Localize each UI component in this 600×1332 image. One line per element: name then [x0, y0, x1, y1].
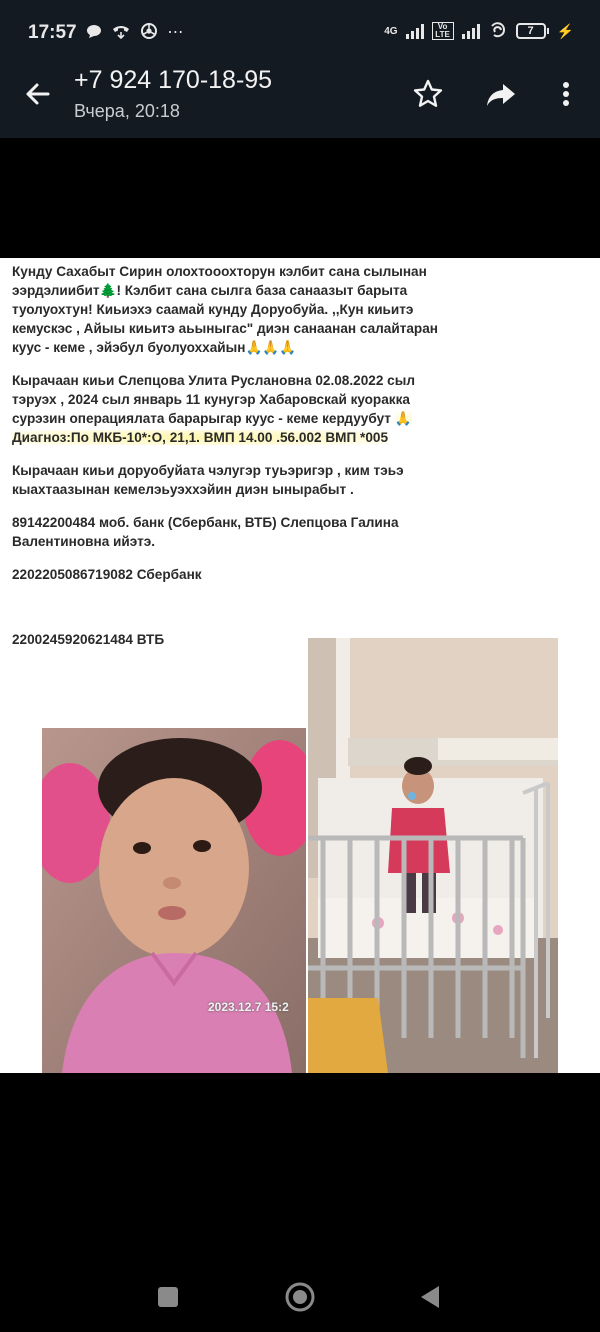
post-paragraph-phone: 89142200484 моб. банк (Сбербанк, ВТБ) Слепцова Галина Валентиновна ийэтэ. [12, 515, 399, 549]
call-icon [112, 23, 130, 39]
more-dots-icon: ⋯ [167, 24, 190, 41]
back-button[interactable] [18, 74, 58, 114]
back-nav-button[interactable] [414, 1280, 448, 1314]
card-number-sber: 2202205086719082 Сбербанк [12, 567, 202, 582]
charging-icon: ⚡ [556, 22, 574, 39]
post-text [12, 262, 452, 663]
forward-icon [483, 76, 519, 112]
card-number-vtb: 2200245920621484 ВТБ [12, 632, 165, 647]
network-type-label: 4G [384, 25, 398, 37]
battery-icon [516, 23, 549, 39]
contact-title: +7 924 170-18-95 [74, 66, 273, 94]
back-arrow-icon [18, 74, 58, 114]
home-circle-icon [283, 1280, 317, 1314]
star-icon [410, 76, 446, 112]
post-paragraph-greeting: Кунду Сахабыт Сирин олохтооохторун кэлбит сана сылынан ээрдэлиибит🌲! Кэлбит сана сылга база санаазыт барыта туолуохтун! Киьиэхэ саамай кунду Доруобуйа. ,,Кун киьитэ кемускэс , Айыы киьитэ аьыныгас" диэн санаанан салайтаран куус - кеме , эйэбул буолуоххайын🙏🙏🙏 [12, 264, 439, 355]
star-button[interactable] [410, 76, 446, 112]
post-paragraph-request [12, 371, 452, 447]
diagnosis-text: 🙏Диагноз:По МКБ-10*:О, 21,1. ВМП 14.00 .56.002 ВМП *005 [12, 411, 412, 445]
battery-level: 7 [516, 23, 546, 39]
child-portrait-photo [42, 728, 306, 1073]
system-icons [384, 22, 574, 40]
post-request-text: Кырачаан киьи Слепцова Улита Руслановна 02.08.2022 сыл тэруэх , 2024 сыл январь 11 кунугэр Хабаровскай куоракка сурэзин операциялата барарыгар куус - кеме кердуубут [12, 373, 415, 426]
recents-square-icon [151, 1280, 185, 1314]
recents-button[interactable] [151, 1280, 185, 1314]
back-triangle-icon [414, 1280, 448, 1314]
signal-icon-2 [462, 23, 480, 39]
chrome-icon [141, 23, 157, 39]
shared-image[interactable] [0, 258, 600, 1073]
system-navigation-bar [0, 1262, 600, 1332]
app-bar [0, 66, 600, 138]
status-time: 17:57 [28, 22, 77, 43]
message-icon [86, 23, 102, 39]
message-date: Вчера, 20:18 [74, 101, 180, 121]
notification-icons [86, 22, 189, 42]
home-button[interactable] [283, 1280, 317, 1314]
status-bar [0, 0, 600, 66]
forward-button[interactable] [483, 76, 519, 112]
photo-timestamp: 2023.12.7 15:2 [208, 1000, 289, 1014]
signal-icon [406, 23, 424, 39]
volte-label: Vo LTE [432, 22, 454, 40]
hotspot-icon [488, 22, 508, 40]
post-paragraph-appeal: Кырачаан киьи доруобуйата чэлугэр туьэригэр , ким тэьэ кыахтаазынан кемелэьуэххэйин диэн ынырабыт . [12, 463, 404, 497]
child-crib-photo [308, 638, 558, 1073]
more-vert-icon [548, 76, 584, 112]
more-options-button[interactable] [548, 76, 584, 112]
